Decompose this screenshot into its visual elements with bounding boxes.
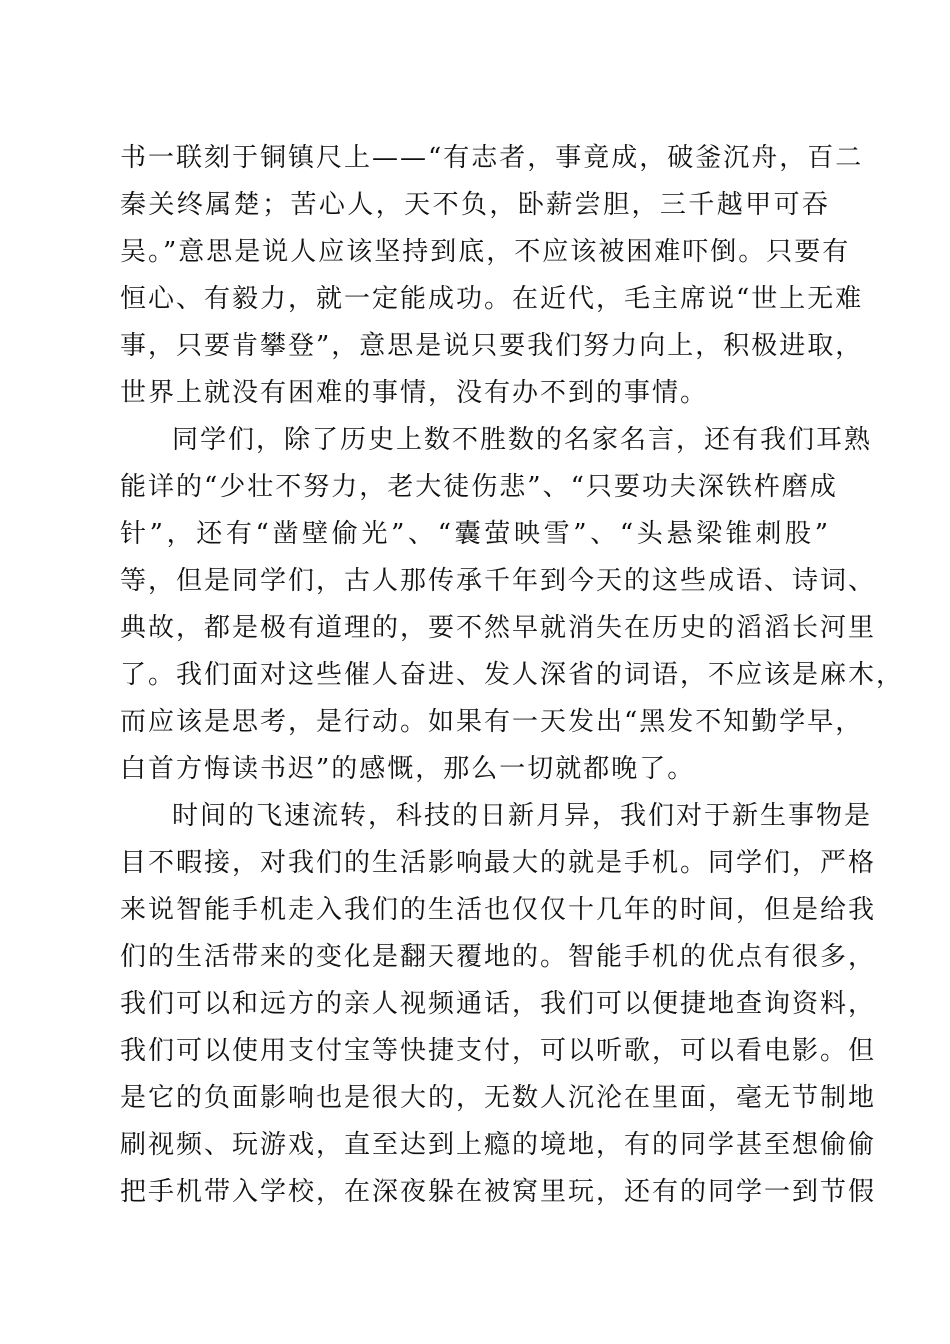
text-line: 事，只要肯攀登”，意思是说只要我们努力向上，积极进取， [120, 331, 864, 361]
text-line: 来说智能手机走入我们的生活也仅仅十几年的时间，但是给我 [120, 895, 877, 925]
text-line: 同学们，除了历史上数不胜数的名家名言，还有我们耳熟 [172, 425, 873, 455]
text-line: 书一联刻于铜镇尺上——“有志者，事竟成，破釜沉舟，百二 [120, 143, 864, 173]
text-line: 针”，还有“凿壁偷光”、“囊萤映雪”、“头悬梁锥刺股” [120, 519, 830, 549]
text-line: 是它的负面影响也是很大的，无数人沉沦在里面，毫无节制地 [120, 1083, 877, 1113]
text-line: 把手机带入学校，在深夜躲在被窝里玩，还有的同学一到节假 [120, 1177, 877, 1207]
paragraph-3 [120, 793, 877, 1216]
text-line: 我们可以和远方的亲人视频通话，我们可以便捷地查询资料， [120, 989, 877, 1019]
text-line: 恒心、有毅力，就一定能成功。在近代，毛主席说“世上无难 [120, 284, 864, 314]
paragraph-2 [120, 417, 905, 793]
text-line: 我们可以使用支付宝等快捷支付，可以听歌，可以看电影。但 [120, 1036, 877, 1066]
text-line: 典故，都是极有道理的，要不然早就消失在历史的滔滔长河里 [120, 613, 877, 643]
text-line: 吴。”意思是说人应该坚持到底，不应该被困难吓倒。只要有 [120, 237, 851, 267]
body-text [120, 135, 905, 1216]
text-line: 时间的飞速流转，科技的日新月异，我们对于新生事物是 [172, 801, 873, 831]
text-line: 目不暇接，对我们的生活影响最大的就是手机。同学们，严格 [120, 848, 877, 878]
text-line: 秦关终属楚；苦心人，天不负，卧薪尝胆，三千越甲可吞 [120, 190, 830, 220]
text-line: 能详的“少壮不努力，老大徒伤悲”、“只要功夫深铁杵磨成 [120, 472, 838, 502]
text-line: 了。我们面对这些催人奋进、发人深省的词语，不应该是麻木， [120, 660, 905, 690]
text-line: 而应该是思考，是行动。如果有一天发出“黑发不知勤学早， [120, 707, 864, 737]
paragraph-1 [120, 135, 864, 417]
text-line: 白首方悔读书迟”的感慨，那么一切就都晚了。 [120, 754, 696, 784]
text-line: 世界上就没有困难的事情，没有办不到的事情。 [120, 378, 709, 408]
text-line: 刷视频、玩游戏，直至达到上瘾的境地，有的同学甚至想偷偷 [120, 1130, 877, 1160]
text-line: 们的生活带来的变化是翻天覆地的。智能手机的优点有很多， [120, 942, 877, 972]
text-line: 等，但是同学们，古人那传承千年到今天的这些成语、诗词、 [120, 566, 877, 596]
